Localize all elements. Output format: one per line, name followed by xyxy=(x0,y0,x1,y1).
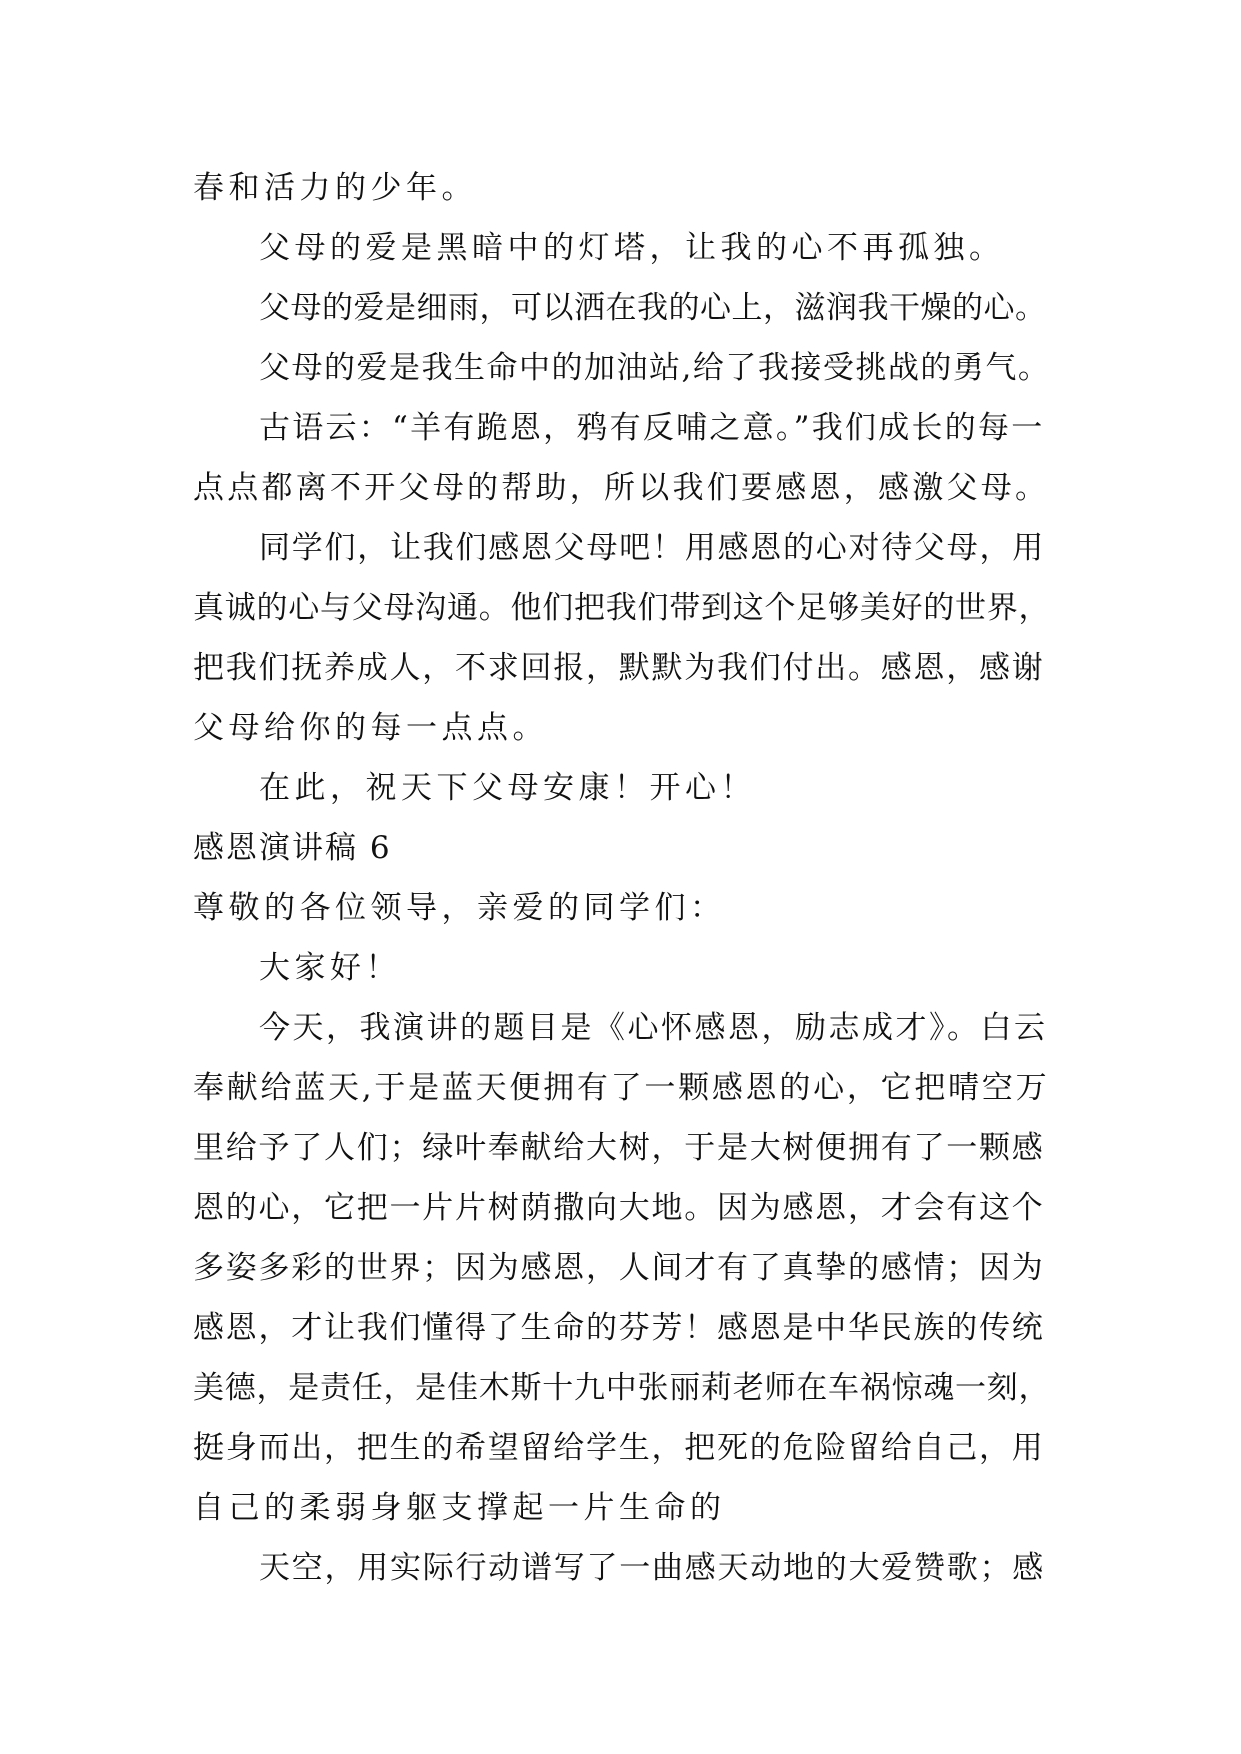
paragraph-line: 天空，用实际行动谱写了一曲感天动地的大爱赞歌；感 xyxy=(259,1550,1045,1586)
text-line: 挺身而出，把生的希望留给学生，把死的危险留给自己，用 xyxy=(193,1430,1045,1466)
text-line: 点点都离不开父母的帮助，所以我们要感恩，感激父母。 xyxy=(193,470,1050,506)
text-line: 多姿多彩的世界；因为感恩，人间才有了真挚的感情；因为 xyxy=(193,1250,1045,1286)
paragraph-line: 同学们，让我们感恩父母吧！用感恩的心对待父母，用 xyxy=(259,530,1045,566)
paragraph-line: 古语云：“羊有跪恩，鸦有反哺之意。”我们成长的每一 xyxy=(259,410,1045,446)
paragraph-line: 父母的爱是黑暗中的灯塔，让我的心不再孤独。 xyxy=(259,230,1005,266)
paragraph-line: 在此，祝天下父母安康！开心！ xyxy=(259,770,756,806)
text-line: 美德，是责任，是佳木斯十九中张丽莉老师在车祸惊魂一刻， xyxy=(193,1370,1051,1406)
paragraph-line: 父母的爱是细雨，可以洒在我的心上，滋润我干燥的心。 xyxy=(259,290,1047,326)
text-line: 父母给你的每一点点。 xyxy=(193,710,548,746)
greeting-line: 大家好！ xyxy=(259,950,401,986)
text-line: 感恩，才让我们懂得了生命的芬芳！感恩是中华民族的传统 xyxy=(193,1310,1045,1346)
salutation-line: 尊敬的各位领导，亲爱的同学们： xyxy=(193,890,726,926)
text-line: 里给予了人们；绿叶奉献给大树，于是大树便拥有了一颗感 xyxy=(193,1130,1045,1166)
text-line: 真诚的心与父母沟通。他们把我们带到这个足够美好的世界， xyxy=(193,590,1051,626)
section-heading: 感恩演讲稿 6 xyxy=(193,830,392,866)
paragraph-line: 今天，我演讲的题目是《心怀感恩，励志成才》。白云 xyxy=(259,1010,1048,1046)
text-line: 奉献给蓝天,于是蓝天便拥有了一颗感恩的心，它把晴空万 xyxy=(193,1070,1050,1106)
text-line: 恩的心，它把一片片树荫撒向大地。因为感恩，才会有这个 xyxy=(193,1190,1045,1226)
text-line: 自己的柔弱身躯支撑起一片生命的 xyxy=(193,1490,726,1526)
text-line: 把我们抚养成人，不求回报，默默为我们付出。感恩，感谢 xyxy=(193,650,1045,686)
paragraph-line: 父母的爱是我生命中的加油站,给了我接受挑战的勇气。 xyxy=(259,350,1051,386)
text-line: 春和活力的少年。 xyxy=(193,170,477,206)
